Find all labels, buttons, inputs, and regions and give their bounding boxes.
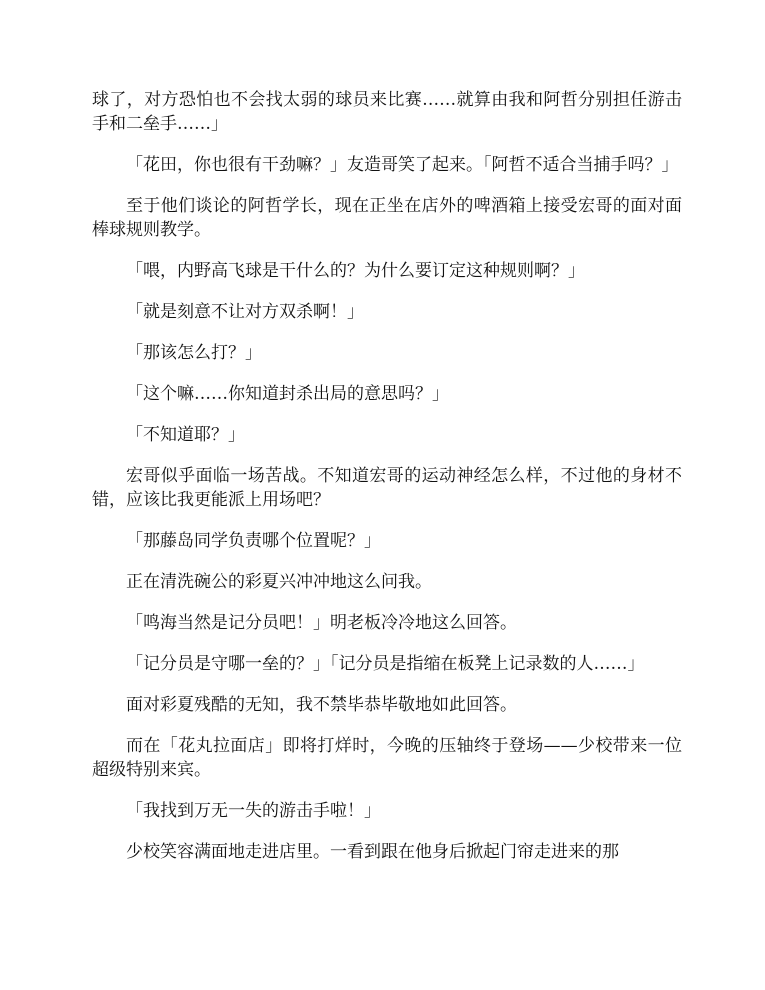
paragraph-16: 「我找到万无一失的游击手啦！」 bbox=[126, 801, 381, 821]
paragraph-11: 正在清洗碗公的彩夏兴冲冲地这么问我。 bbox=[126, 572, 432, 592]
paragraph-7: 「这个嘛……你知道封杀出局的意思吗？」 bbox=[126, 384, 449, 404]
paragraph-1: 球了，对方恐怕也不会找太弱的球员来比赛……就算由我和阿哲分别担任游击手和二垒手……」 bbox=[92, 90, 682, 134]
paragraph-13: 「记分员是守哪一垒的？」「记分员是指缩在板凳上记录数的人……」 bbox=[126, 654, 645, 674]
paragraph-9: 宏哥似乎面临一场苦战。不知道宏哥的运动神经怎么样，不过他的身材不错，应该比我更能派上用场吧？ bbox=[92, 466, 682, 510]
paragraph-2: 「花田，你也很有干劲嘛？」友造哥笑了起来。「阿哲不适合当捕手吗？」 bbox=[126, 155, 679, 175]
paragraph-15: 而在「花丸拉面店」即将打烊时，今晚的压轴终于登场——少校带来一位超级特别来宾。 bbox=[92, 736, 682, 780]
paragraph-8: 「不知道耶？」 bbox=[126, 425, 245, 445]
paragraph-3: 至于他们谈论的阿哲学长，现在正坐在店外的啤酒箱上接受宏哥的面对面棒球规则教学。 bbox=[92, 196, 682, 240]
paragraph-5: 「就是刻意不让对方双杀啊！」 bbox=[126, 302, 364, 322]
paragraph-6: 「那该怎么打？」 bbox=[126, 343, 262, 363]
document-page bbox=[92, 88, 682, 881]
paragraph-14: 面对彩夏残酷的无知，我不禁毕恭毕敬地如此回答。 bbox=[126, 695, 517, 715]
paragraph-12: 「鸣海当然是记分员吧！」明老板冷冷地这么回答。 bbox=[126, 613, 517, 633]
paragraph-4: 「喂，内野高飞球是干什么的？为什么要订定这种规则啊？」 bbox=[126, 261, 585, 281]
paragraph-10: 「那藤岛同学负责哪个位置呢？」 bbox=[126, 531, 381, 551]
paragraph-17: 少校笑容满面地走进店里。一看到跟在他身后掀起门帘走进来的那 bbox=[126, 842, 619, 862]
